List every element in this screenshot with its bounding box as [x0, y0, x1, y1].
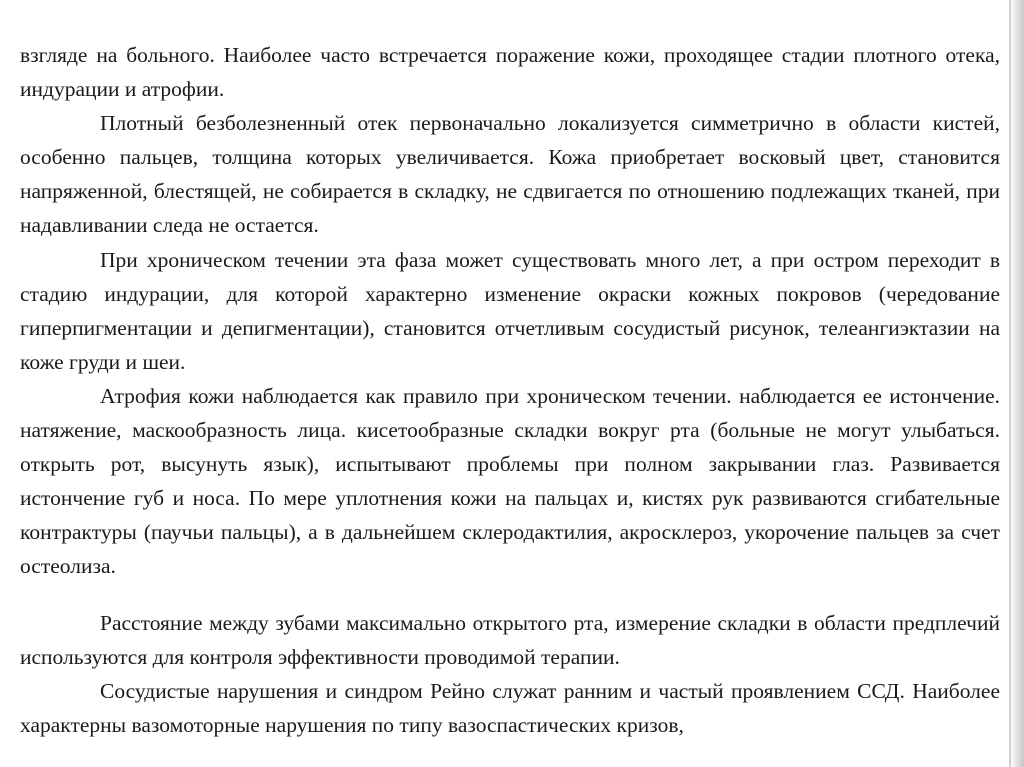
paragraph-intro: взгляде на больного. Наиболее часто встречается поражение кожи, проходящее стадии плотного отека, индурации и атрофии.: [20, 43, 1000, 102]
paragraph-therapy-control: Расстояние между зубами максимально открытого рта, измерение складки в области предплечий используются для контроля эффективности проводимой терапии.: [20, 610, 1000, 669]
paragraph-atrophy: Атрофия кожи наблюдается как правило при хроническом течении. наблюдается ее истончение. натяжение, маскообразность лица. кисетообразные складки вокруг рта (больные не могут улыбаться. открыть рот, высунуть язык), испытывают проблемы при полном закрывании глаз. Развивается истончение губ и носа. По мере уплотнения кожи на пальцах и, кистях рук развиваются сгибательные контрактуры (паучьи пальцы), а в дальнейшем склеродактилия, акросклероз, укорочение пальцев за счет остеолиза.: [20, 383, 1000, 579]
paragraph-vascular: Сосудистые нарушения и синдром Рейно служат ранним и частый проявлением ССД. Наиболее характерны вазомоторные нарушения по типу вазоспастических кризов,: [20, 678, 1000, 737]
page-edge-shadow: [1010, 0, 1024, 767]
document-text: [20, 38, 1000, 742]
paragraph-edema: Плотный безболезненный отек первоначально локализуется симметрично в области кистей, особенно пальцев, толщина которых увеличивается. Кожа приобретает восковый цвет, становится напряженной, блестящей, не собирается в складку, не сдвигается по отношению подлежащих тканей, при надавливании следа не остается.: [20, 111, 1000, 238]
paragraph-induration: При хроническом течении эта фаза может существовать много лет, а при остром переходит в стадию индурации, для которой характерно изменение окраски кожных покровов (чередование гиперпигментации и депигментации), становится отчетливым сосудистый рисунок, телеангиэктазии на коже груди и шеи.: [20, 247, 1000, 374]
